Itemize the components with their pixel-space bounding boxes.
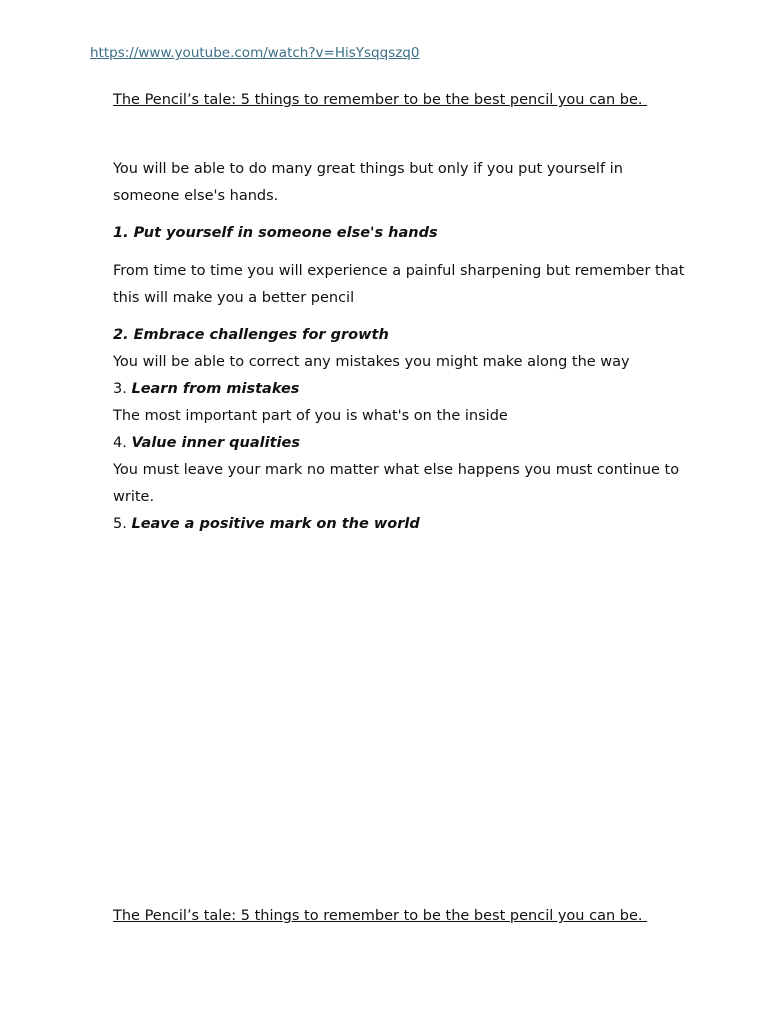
footer-title: The Pencil’s tale: 5 things to remember to be the best pencil you can be. [113,908,648,924]
section-4-body: You must leave your mark no matter what else happens you must continue to write. [113,462,680,505]
section-1-number: 1. [113,225,134,241]
youtube-link[interactable]: https://www.youtube.com/watch?v=HisYsqqszq0 [90,45,420,61]
section-1-heading-text: Put yourself in someone else's hands [133,225,438,241]
section-2-heading [113,322,688,349]
section-4-heading-text: Value inner qualities [131,435,300,451]
section-5-heading [113,511,688,538]
section-1-body: From time to time you will experience a painful sharpening but remember that this will make you a better pencil [113,263,685,306]
section-4-heading [113,430,688,457]
section-1-heading [113,220,688,247]
intro-paragraph: You will be able to do many great things but only if you put yourself in someone else's hands. [113,161,623,204]
document-title: The Pencil’s tale: 5 things to remember to be the best pencil you can be. [113,92,648,108]
section-4-number: 4. [113,435,132,451]
section-5-heading-text: Leave a positive mark on the world [131,516,420,532]
document-body [113,156,688,538]
section-2-heading-text: Embrace challenges for growth [133,327,389,343]
section-3-body: The most important part of you is what's on the inside [113,408,508,424]
section-3-heading-text: Learn from mistakes [131,381,300,397]
section-3-heading [113,376,688,403]
section-5-number: 5. [113,516,132,532]
section-2-body: You will be able to correct any mistakes you might make along the way [113,354,630,370]
section-2-number: 2. [113,327,134,343]
section-3-number: 3. [113,381,132,397]
